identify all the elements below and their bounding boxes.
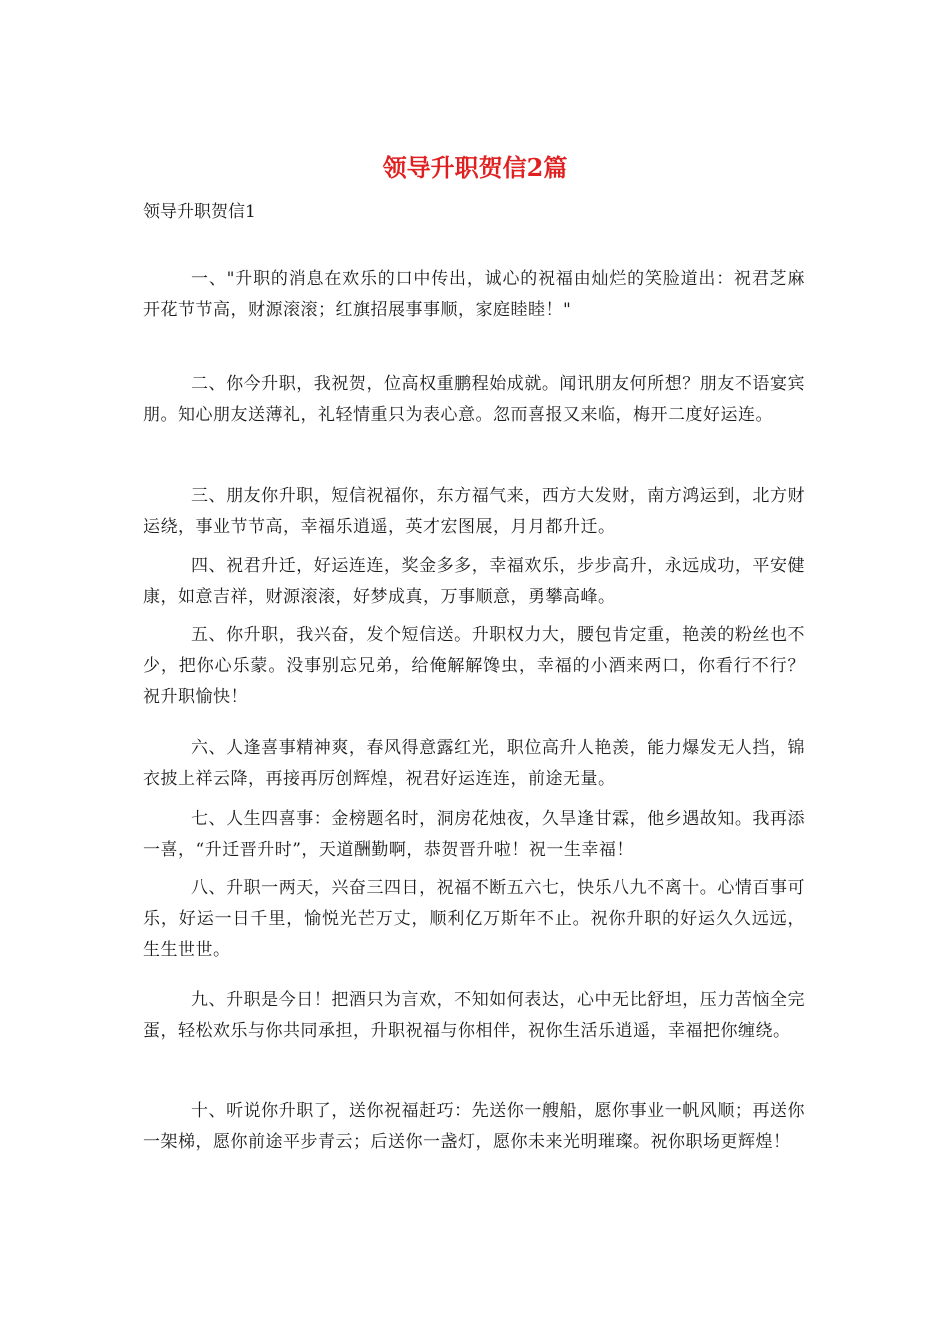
paragraph-5: 五、你升职，我兴奋，发个短信送。升职权力大，腰包肯定重，艳羡的粉丝也不少，把你心乐蒙。没事别忘兄弟，给俺解解馋虫，幸福的小酒来两口，你看行不行？祝升职愉快！ [143,625,805,707]
paragraph-6: 六、人逢喜事精神爽，春风得意露红光，职位高升人艳羡，能力爆发无人挡，锦衣披上祥云降，再接再厉创辉煌，祝君好运连连，前途无量。 [143,738,805,789]
paragraph-8: 八、升职一两天，兴奋三四日，祝福不断五六七，快乐八九不离十。心情百事可乐，好运一日千里，愉悦光芒万丈，顺利亿万斯年不止。祝你升职的好运久久远远，生生世世。 [143,878,805,960]
paragraph-4: 四、祝君升迁，好运连连，奖金多多，幸福欢乐，步步高升，永远成功，平安健康，如意吉祥，财源滚滚，好梦成真，万事顺意，勇攀高峰。 [143,556,805,607]
paragraph-9: 九、升职是今日！把酒只为言欢，不知如何表达，心中无比舒坦，压力苦恼全完蛋，轻松欢乐与你共同承担，升职祝福与你相伴，祝你生活乐逍遥，幸福把你缠绕。 [143,990,805,1041]
paragraph-2: 二、你今升职，我祝贺，位高权重鹏程始成就。闻讯朋友何所想？朋友不语宴宾朋。知心朋友送薄礼，礼轻情重只为表心意。忽而喜报又来临，梅开二度好运连。 [143,374,805,425]
paragraph-3: 三、朋友你升职，短信祝福你，东方福气来，西方大发财，南方鸿运到，北方财运绕，事业节节高，幸福乐逍遥，英才宏图展，月月都升迁。 [143,486,805,537]
paragraph-1: 一、"升职的消息在欢乐的口中传出，诚心的祝福由灿烂的笑脸道出：祝君芝麻开花节节高，财源滚滚；红旗招展事事顺，家庭睦睦！" [143,269,805,320]
paragraph-10: 十、听说你升职了，送你祝福赶巧：先送你一艘船，愿你事业一帆风顺；再送你一架梯，愿你前途平步青云；后送你一盏灯，愿你未来光明璀璨。祝你职场更辉煌！ [143,1101,805,1152]
document-subtitle: 领导升职贺信1 [143,202,256,222]
paragraph-7: 七、人生四喜事：金榜题名时，洞房花烛夜，久旱逢甘霖，他乡遇故知。我再添一喜，“升迁晋升时”，天道酬勤啊，恭贺晋升啦！祝一生幸福！ [143,809,805,860]
document-title: 领导升职贺信2篇 [382,153,568,182]
